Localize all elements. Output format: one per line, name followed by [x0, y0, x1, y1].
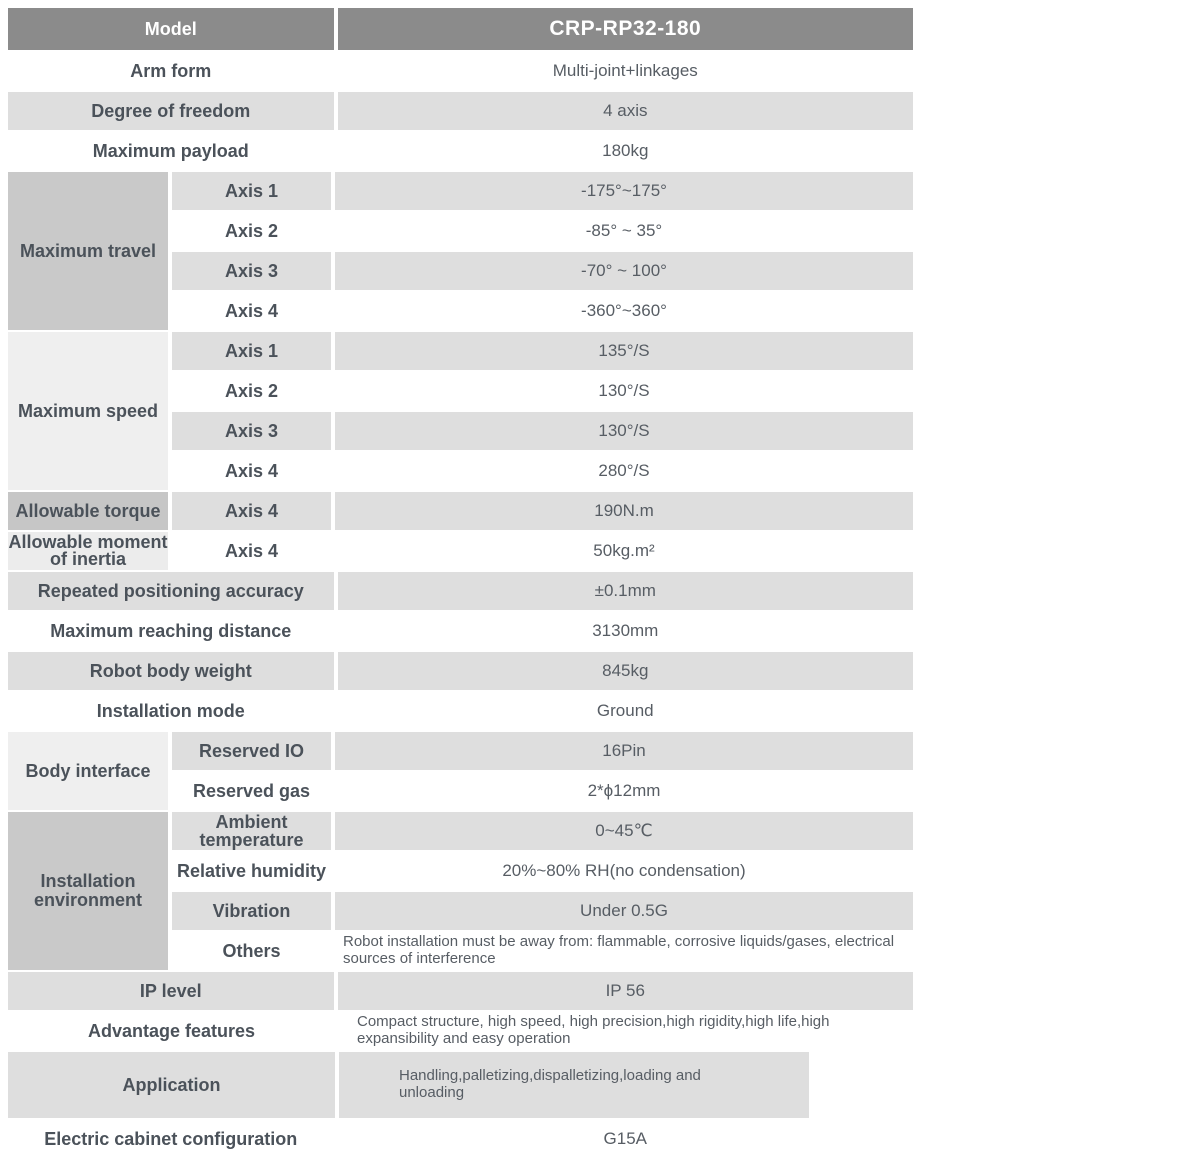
- row-value: 20%~80% RH(no condensation): [335, 852, 913, 890]
- row-value: 3130mm: [338, 612, 913, 650]
- row-value: 135°/S: [335, 332, 913, 370]
- sub-label: Reserved gas: [172, 772, 331, 810]
- row-robot-body-weight: [8, 652, 913, 690]
- group-rows: [172, 732, 913, 810]
- row-advantage-features: [8, 1012, 913, 1050]
- row-speed-axis3: [172, 412, 913, 450]
- row-value: 190N.m: [335, 492, 913, 530]
- sub-label: Axis 1: [172, 172, 331, 210]
- sub-label: Axis 4: [172, 532, 331, 570]
- row-maximum-reaching-distance: [8, 612, 913, 650]
- row-value: Handling,palletizing,dispalletizing,loading and unloading: [339, 1052, 809, 1118]
- row-label: Application: [8, 1052, 335, 1118]
- row-vibration: [172, 892, 913, 930]
- row-travel-axis3: [172, 252, 913, 290]
- group-label: Maximum travel: [8, 172, 168, 330]
- row-value: -85° ~ 35°: [335, 212, 913, 250]
- row-label: Arm form: [8, 52, 334, 90]
- row-value: 50kg.m²: [335, 532, 913, 570]
- sub-label: Reserved IO: [172, 732, 331, 770]
- row-label: Installation mode: [8, 692, 334, 730]
- row-value: ±0.1mm: [338, 572, 913, 610]
- row-value: 280°/S: [335, 452, 913, 490]
- sub-label: Relative humidity: [172, 852, 331, 890]
- sub-label: Others: [172, 932, 331, 970]
- row-maximum-payload: [8, 132, 913, 170]
- row-value: -360°~360°: [335, 292, 913, 330]
- row-travel-axis2: [172, 212, 913, 250]
- group-rows: [172, 492, 913, 530]
- group-label: Maximum speed: [8, 332, 168, 490]
- row-value: 0~45℃: [335, 812, 913, 850]
- group-rows: [172, 532, 913, 570]
- row-value: 130°/S: [335, 372, 913, 410]
- row-electric-cabinet-configuration: [8, 1120, 913, 1158]
- row-label: Degree of freedom: [8, 92, 334, 130]
- row-label: Advantage features: [8, 1012, 335, 1050]
- model-header-value: CRP-RP32-180: [338, 8, 913, 50]
- header-row: [8, 8, 913, 50]
- row-reserved-gas: [172, 772, 913, 810]
- row-ambient-temperature: [172, 812, 913, 850]
- row-travel-axis1: [172, 172, 913, 210]
- group-rows: [172, 812, 913, 970]
- row-inertia-axis4: [172, 532, 913, 570]
- group-label: Body interface: [8, 732, 168, 810]
- sub-label: Axis 3: [172, 252, 331, 290]
- model-header-label: Model: [8, 8, 334, 50]
- group-maximum-speed: [8, 332, 913, 490]
- sub-label: Axis 3: [172, 412, 331, 450]
- group-label: Allowable torque: [8, 492, 168, 530]
- row-value: 16Pin: [335, 732, 913, 770]
- group-allowable-torque: [8, 492, 913, 530]
- row-label: Maximum payload: [8, 132, 334, 170]
- row-value: 180kg: [338, 132, 913, 170]
- row-degree-of-freedom: [8, 92, 913, 130]
- row-value: Multi-joint+linkages: [338, 52, 913, 90]
- row-value: Robot installation must be away from: flammable, corrosive liquids/gases, electrical sources of interference: [335, 932, 895, 970]
- group-label: Allowable moment of inertia: [8, 532, 168, 569]
- row-speed-axis4: [172, 452, 913, 490]
- sub-label: Axis 4: [172, 452, 331, 490]
- row-application: [8, 1052, 913, 1118]
- group-allowable-moment-of-inertia: [8, 532, 913, 570]
- group-label: Installation environment: [8, 812, 168, 970]
- row-torque-axis4: [172, 492, 913, 530]
- row-value: IP 56: [338, 972, 913, 1010]
- row-label: Electric cabinet configuration: [8, 1120, 334, 1158]
- sub-label: Axis 2: [172, 372, 331, 410]
- row-repeated-positioning-accuracy: [8, 572, 913, 610]
- sub-label: Axis 4: [172, 492, 331, 530]
- row-value: Compact structure, high speed, high precision,high rigidity,high life,high expansibility and easy operation: [339, 1012, 899, 1050]
- row-value: Under 0.5G: [335, 892, 913, 930]
- row-value: 130°/S: [335, 412, 913, 450]
- row-label: IP level: [8, 972, 334, 1010]
- sub-label: Axis 1: [172, 332, 331, 370]
- row-value: 4 axis: [338, 92, 913, 130]
- row-travel-axis4: [172, 292, 913, 330]
- group-maximum-travel: [8, 172, 913, 330]
- sub-label: Axis 2: [172, 212, 331, 250]
- row-label: Repeated positioning accuracy: [8, 572, 334, 610]
- group-installation-environment: [8, 812, 913, 970]
- row-value: 845kg: [338, 652, 913, 690]
- row-label: Robot body weight: [8, 652, 334, 690]
- row-value: -70° ~ 100°: [335, 252, 913, 290]
- row-others: [172, 932, 913, 970]
- row-ip-level: [8, 972, 913, 1010]
- row-value: G15A: [338, 1120, 913, 1158]
- row-value: Ground: [338, 692, 913, 730]
- row-label: Maximum reaching distance: [8, 612, 334, 650]
- row-value: -175°~175°: [335, 172, 913, 210]
- row-installation-mode: [8, 692, 913, 730]
- group-body-interface: [8, 732, 913, 810]
- sub-label: Ambient temperature: [172, 812, 331, 850]
- sub-label: Vibration: [172, 892, 331, 930]
- sub-label: Axis 4: [172, 292, 331, 330]
- row-value: 2*ϕ12mm: [335, 772, 913, 810]
- row-speed-axis2: [172, 372, 913, 410]
- row-arm-form: [8, 52, 913, 90]
- row-reserved-io: [172, 732, 913, 770]
- row-speed-axis1: [172, 332, 913, 370]
- group-rows: [172, 172, 913, 330]
- row-relative-humidity: [172, 852, 913, 890]
- group-rows: [172, 332, 913, 490]
